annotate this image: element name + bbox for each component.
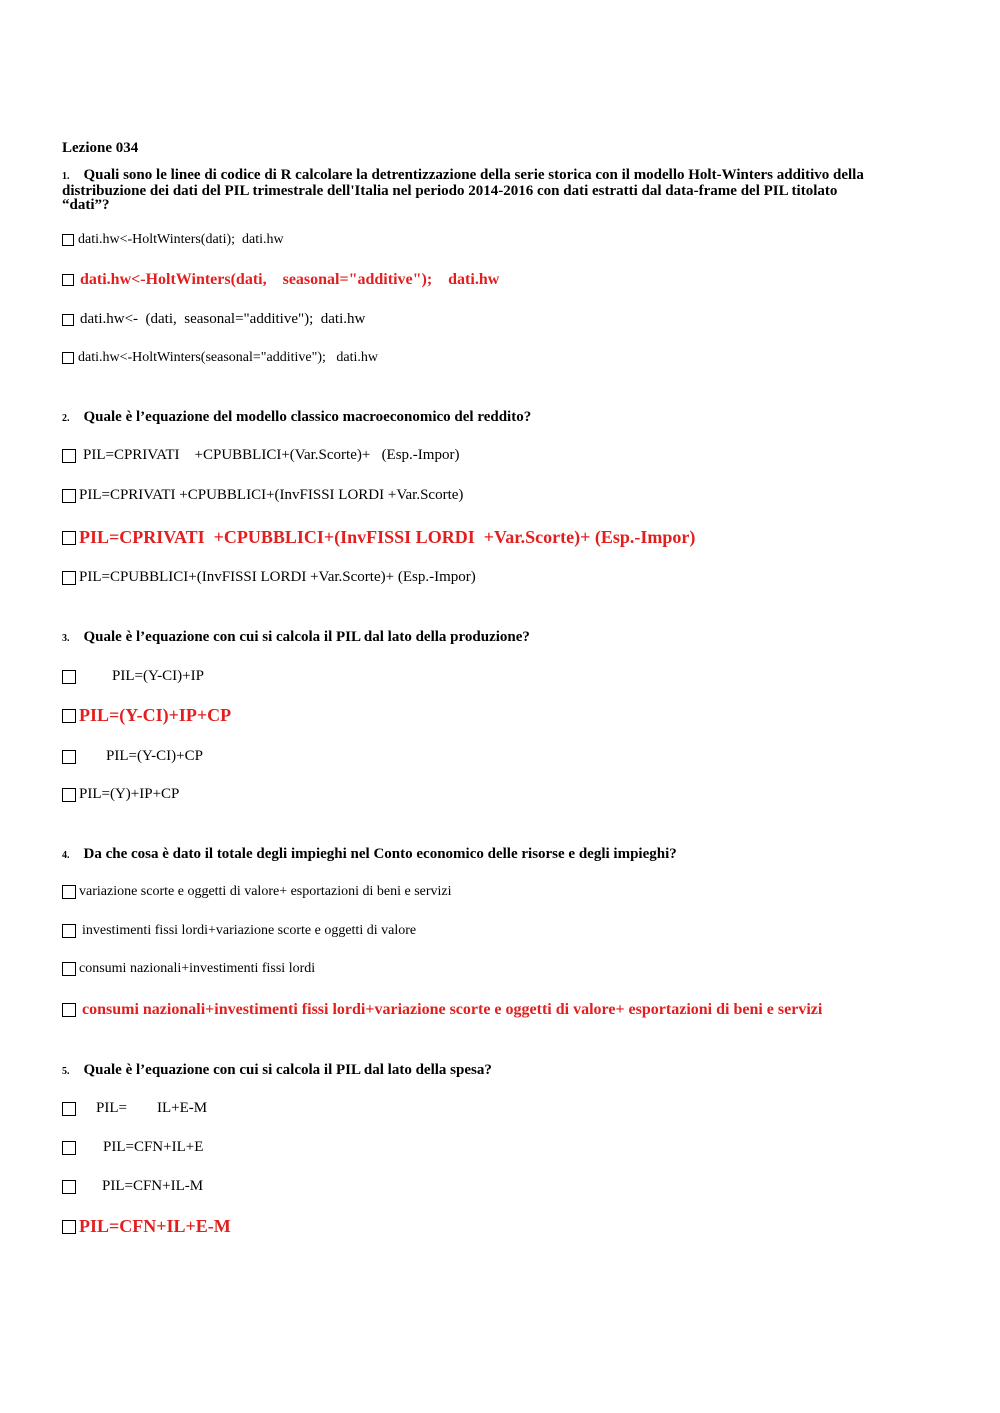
checkbox[interactable] <box>62 234 74 246</box>
checkbox[interactable] <box>62 670 76 684</box>
question-number: 3. <box>62 633 70 644</box>
option-text: investimenti fissi lordi+variazione scorte e oggetti di valore <box>82 923 417 938</box>
question-4 <box>62 847 677 863</box>
checkbox[interactable] <box>62 1180 76 1194</box>
question-text: Quale è l’equazione con cui si calcola il PIL dal lato della spesa? <box>83 1062 492 1078</box>
answer-option-5c[interactable] <box>62 1178 203 1195</box>
question-number: 1. <box>62 171 70 182</box>
checkbox[interactable] <box>62 788 76 802</box>
checkbox[interactable] <box>62 750 76 764</box>
checkbox[interactable] <box>62 449 76 463</box>
checkbox[interactable] <box>62 314 74 326</box>
checkbox[interactable] <box>62 962 76 976</box>
option-text: dati.hw<-HoltWinters(dati, seasonal="additive"); dati.hw <box>80 271 500 288</box>
answer-option-5a[interactable] <box>62 1100 207 1117</box>
checkbox[interactable] <box>62 1102 76 1116</box>
option-text: PIL=(Y-CI)+IP <box>112 668 204 684</box>
question-text: Quale è l’equazione del modello classico macroeconomico del reddito? <box>83 409 532 425</box>
option-text: dati.hw<-HoltWinters(seasonal="additive"); dati.hw <box>78 350 378 365</box>
option-text: consumi nazionali+investimenti fissi lordi+variazione scorte e oggetti di valore+ esportazioni di beni e servizi <box>82 1001 823 1018</box>
option-text: consumi nazionali+investimenti fissi lordi <box>79 961 316 976</box>
answer-option-1c[interactable] <box>62 311 365 328</box>
answer-option-4a[interactable] <box>62 884 452 900</box>
answer-option-5d-correct[interactable] <box>62 1216 231 1237</box>
question-3 <box>62 630 530 646</box>
question-number: 5. <box>62 1066 70 1077</box>
question-text: Quale è l’equazione con cui si calcola il PIL dal lato della produzione? <box>83 629 530 645</box>
question-2 <box>62 410 531 426</box>
answer-option-1d[interactable] <box>62 350 378 366</box>
option-text: dati.hw<-HoltWinters(dati); dati.hw <box>78 232 284 247</box>
checkbox[interactable] <box>62 489 76 503</box>
option-text: variazione scorte e oggetti di valore+ esportazioni di beni e servizi <box>79 884 452 899</box>
answer-option-2d[interactable] <box>62 569 476 586</box>
option-text: PIL=(Y)+IP+CP <box>79 786 180 802</box>
answer-option-4b[interactable] <box>62 923 416 939</box>
answer-option-2b[interactable] <box>62 487 463 504</box>
question-1 <box>62 168 882 212</box>
option-text: PIL=CFN+IL-M <box>102 1178 204 1194</box>
question-number: 4. <box>62 850 70 861</box>
checkbox[interactable] <box>62 352 74 364</box>
answer-option-1a[interactable] <box>62 232 284 248</box>
checkbox[interactable] <box>62 885 76 899</box>
option-text: PIL=CFN+IL+E-M <box>79 1216 231 1236</box>
answer-option-3c[interactable] <box>62 748 203 765</box>
checkbox[interactable] <box>62 571 76 585</box>
answer-option-2c-correct[interactable] <box>62 527 695 548</box>
option-text: PIL=CPRIVATI +CPUBBLICI+(InvFISSI LORDI +Var.Scorte)+ (Esp.-Impor) <box>79 527 696 547</box>
page-title: Lezione 034 <box>62 140 139 156</box>
option-text: PIL=CFN+IL+E <box>103 1139 204 1155</box>
checkbox[interactable] <box>62 924 76 938</box>
question-text: Quali sono le linee di codice di R calcolare la detrentizzazione della serie storica con il modello Holt-Winters additivo della distribuzione dei dati del PIL trimestrale dell'Italia nel periodo 2014-2016 con dati estratti dal data-frame del PIL titolato “dati”? <box>62 167 864 213</box>
option-text: PIL=(Y-CI)+CP <box>106 748 203 764</box>
checkbox[interactable] <box>62 1003 76 1017</box>
question-number: 2. <box>62 413 70 424</box>
answer-option-5b[interactable] <box>62 1139 203 1156</box>
answer-option-2a[interactable] <box>62 447 459 464</box>
option-text: PIL= IL+E-M <box>96 1100 208 1116</box>
checkbox[interactable] <box>62 709 76 723</box>
answer-option-3b-correct[interactable] <box>62 705 231 726</box>
option-text: PIL=CPUBBLICI+(InvFISSI LORDI +Var.Scorte)+ (Esp.-Impor) <box>79 569 476 585</box>
answer-option-3a[interactable] <box>62 668 204 685</box>
checkbox[interactable] <box>62 1220 76 1234</box>
checkbox[interactable] <box>62 1141 76 1155</box>
answer-option-4c[interactable] <box>62 961 315 977</box>
option-text: dati.hw<- (dati, seasonal="additive"); dati.hw <box>80 311 366 327</box>
checkbox[interactable] <box>62 531 76 545</box>
option-text: PIL=CPRIVATI +CPUBBLICI+(Var.Scorte)+ (Esp.-Impor) <box>83 447 460 463</box>
option-text: PIL=(Y-CI)+IP+CP <box>79 705 232 725</box>
question-text: Da che cosa è dato il totale degli impieghi nel Conto economico delle risorse e degli impieghi? <box>83 846 677 862</box>
answer-option-1b-correct[interactable] <box>62 271 499 289</box>
checkbox[interactable] <box>62 274 74 286</box>
answer-option-3d[interactable] <box>62 786 179 803</box>
answer-option-4d-correct[interactable] <box>62 1001 822 1019</box>
question-5 <box>62 1063 492 1079</box>
option-text: PIL=CPRIVATI +CPUBBLICI+(InvFISSI LORDI +Var.Scorte) <box>79 487 464 503</box>
